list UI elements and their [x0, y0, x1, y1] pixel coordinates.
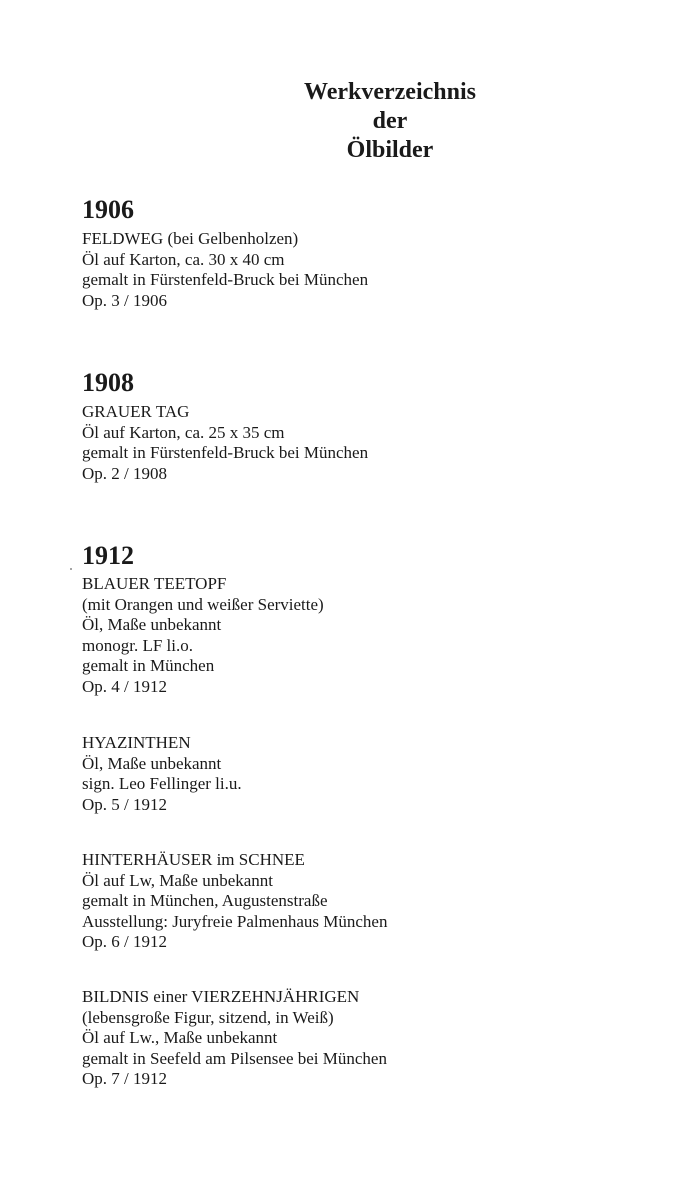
entry-line: Öl auf Karton, ca. 25 x 35 cm	[82, 422, 285, 442]
entry-line: gemalt in Seefeld am Pilsensee bei München	[82, 1048, 387, 1068]
entry-line: Op. 2 / 1908	[82, 463, 167, 483]
entry-title: BLAUER TEETOPF	[82, 574, 227, 593]
entry-line: gemalt in Fürstenfeld-Bruck bei München	[82, 270, 369, 289]
title-line: der	[372, 108, 408, 134]
entry-line: Öl auf Lw., Maße unbekannt	[82, 1028, 278, 1047]
entry-line: (mit Orangen und weißer Serviette)	[82, 594, 324, 614]
catalog-entry	[82, 574, 324, 697]
title-line: Ölbilder	[346, 137, 434, 163]
entry-line: gemalt in München, Augustenstraße	[82, 891, 328, 910]
year-heading-1912: 1912	[82, 541, 134, 570]
entry-line: Op. 7 / 1912	[82, 1069, 167, 1088]
entry-line: monogr. LF li.o.	[82, 635, 193, 655]
page-title	[270, 78, 510, 165]
entry-line: gemalt in Fürstenfeld-Bruck bei München	[82, 443, 369, 462]
entry-line: Öl, Maße unbekannt	[82, 753, 222, 773]
catalog-entry	[82, 402, 368, 484]
entry-line: gemalt in München	[82, 656, 215, 675]
entry-title: GRAUER TAG	[82, 402, 190, 421]
scan-speck	[70, 568, 72, 570]
entry-line: Op. 4 / 1912	[82, 676, 167, 696]
year-heading-1908: 1908	[82, 368, 134, 397]
entry-line: Op. 6 / 1912	[82, 932, 167, 951]
year-heading-1906: 1906	[82, 195, 134, 224]
entry-line: Ausstellung: Juryfreie Palmenhaus München	[82, 911, 388, 931]
entry-line: Öl, Maße unbekannt	[82, 615, 222, 634]
entry-line: sign. Leo Fellinger li.u.	[82, 774, 242, 793]
entry-line: Öl auf Lw, Maße unbekannt	[82, 870, 274, 890]
catalog-entry	[82, 987, 387, 1090]
entry-title: HYAZINTHEN	[82, 733, 191, 752]
entry-line: Op. 3 / 1906	[82, 290, 167, 310]
entry-title: HINTERHÄUSER im SCHNEE	[82, 850, 305, 869]
entry-line: (lebensgroße Figur, sitzend, in Weiß)	[82, 1007, 334, 1027]
entry-title: BILDNIS einer VIERZEHNJÄHRIGEN	[82, 987, 360, 1006]
catalog-entry	[82, 850, 387, 953]
title-line: Werkverzeichnis	[304, 79, 476, 105]
entry-line: Op. 5 / 1912	[82, 794, 167, 814]
entry-line: Öl auf Karton, ca. 30 x 40 cm	[82, 249, 285, 269]
catalog-entry	[82, 733, 242, 815]
catalog-entry	[82, 229, 368, 311]
entry-title: FELDWEG (bei Gelbenholzen)	[82, 229, 299, 248]
